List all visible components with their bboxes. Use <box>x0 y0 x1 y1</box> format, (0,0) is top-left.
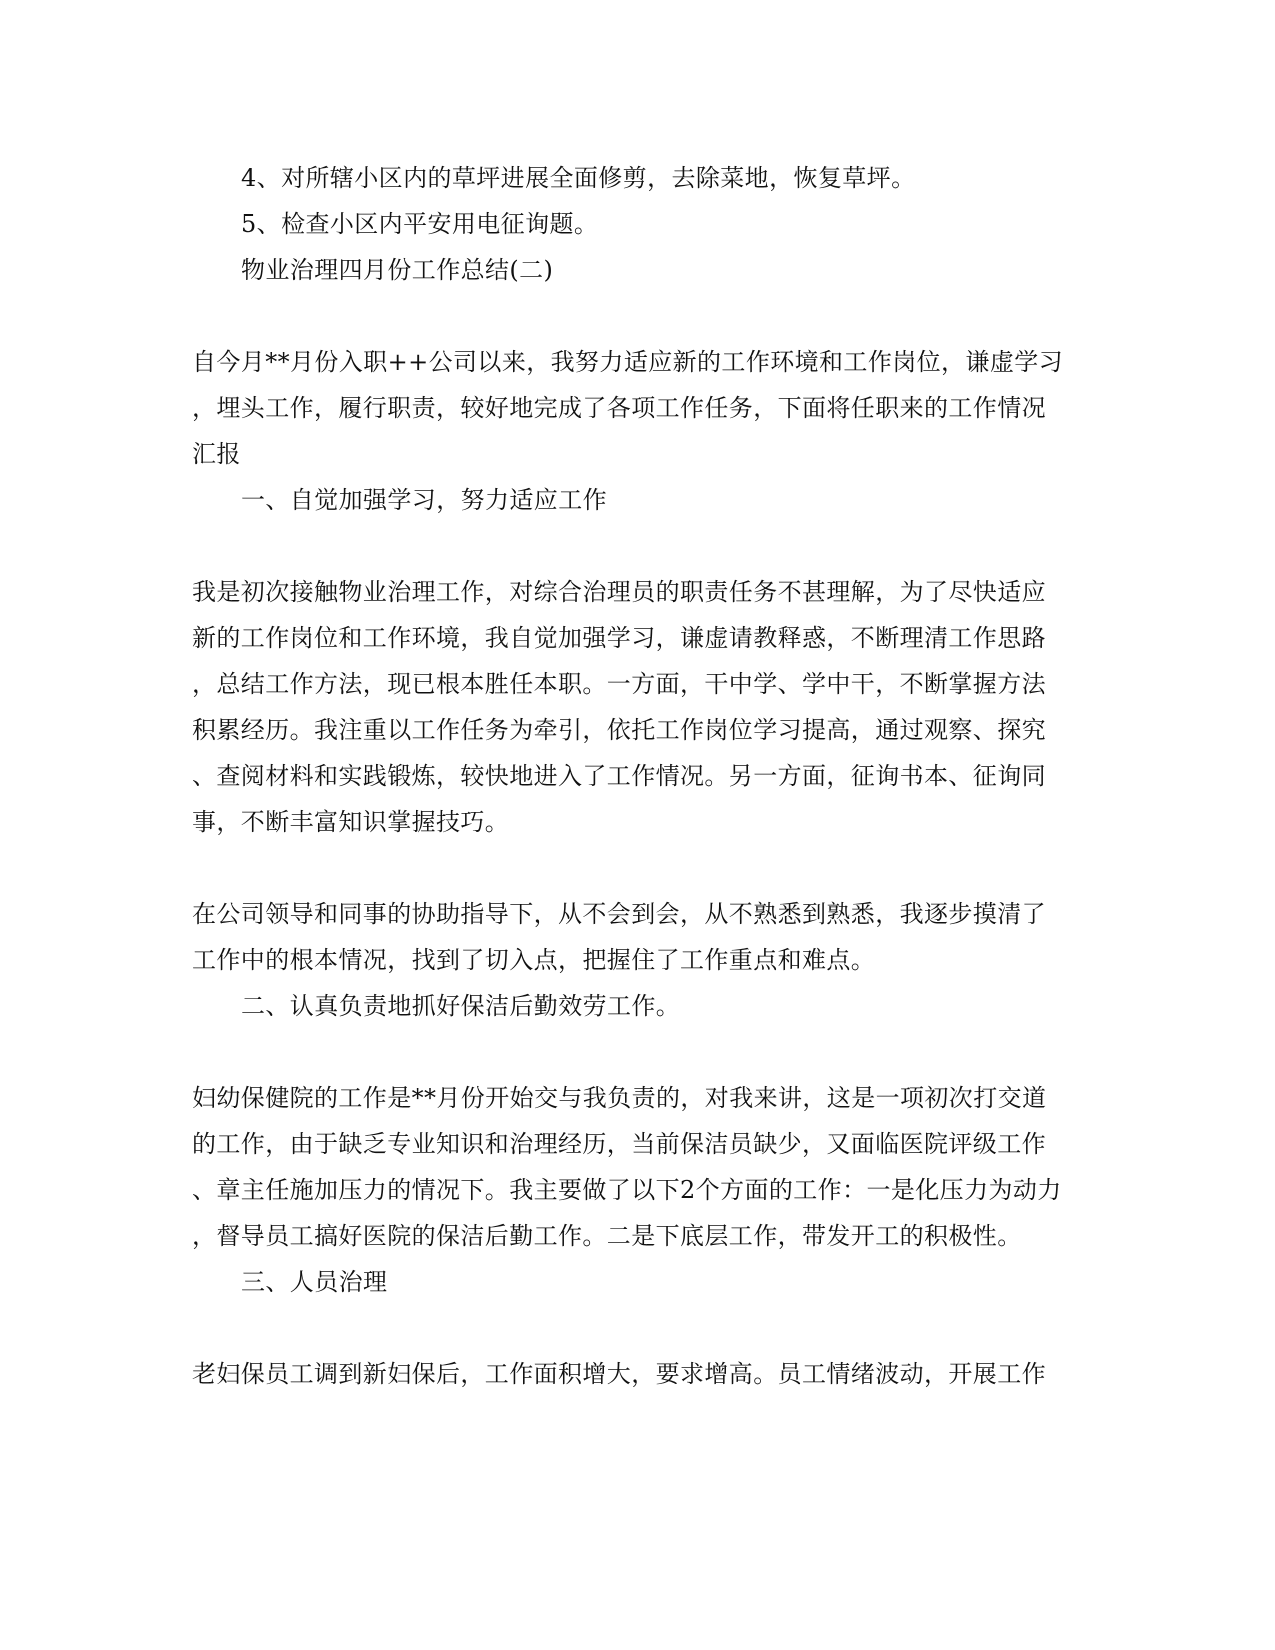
paragraph-study-line-6: 事，不断丰富知识掌握技巧。 <box>192 808 510 836</box>
paragraph-study-line-3: ，总结工作方法，现已根本胜任本职。一方面，干中学、学中干，不断掌握方法 <box>192 670 1046 698</box>
paragraph-intro-line-1: 自今月**月份入职++公司以来，我努力适应新的工作环境和工作岗位，谦虚学习 <box>192 348 1064 376</box>
section-heading-1: 一、自觉加强学习，努力适应工作 <box>241 486 607 514</box>
paragraph-study-line-1: 我是初次接触物业治理工作，对综合治理员的职责任务不甚理解，为了尽快适应 <box>192 578 1046 606</box>
paragraph-cleaning-line-4: ，督导员工搞好医院的保洁后勤工作。二是下底层工作，带发开工的积极性。 <box>192 1222 1022 1250</box>
paragraph-study-line-4: 积累经历。我注重以工作任务为牵引，依托工作岗位学习提高，通过观察、探究 <box>192 716 1046 744</box>
list-item-4: 4、对所辖小区内的草坪进展全面修剪，去除菜地，恢复草坪。 <box>241 164 916 192</box>
paragraph-study-line-2: 新的工作岗位和工作环境，我自觉加强学习，谦虚请教释惑，不断理清工作思路 <box>192 624 1046 652</box>
paragraph-study-line-5: 、查阅材料和实践锻炼，较快地进入了工作情况。另一方面，征询书本、征询同 <box>192 762 1046 790</box>
paragraph-intro-line-3: 汇报 <box>192 440 241 468</box>
section-heading-2: 二、认真负责地抓好保洁后勤效劳工作。 <box>241 992 681 1020</box>
list-item-5: 5、检查小区内平安用电征询题。 <box>241 210 599 238</box>
paragraph-cleaning-line-3: 、章主任施加压力的情况下。我主要做了以下2个方面的工作：一是化压力为动力 <box>192 1176 1062 1204</box>
document-title: 物业治理四月份工作总结(二) <box>241 256 554 284</box>
paragraph-cleaning-line-2: 的工作，由于缺乏专业知识和治理经历，当前保洁员缺少，又面临医院评级工作 <box>192 1130 1046 1158</box>
paragraph-intro-line-2: ，埋头工作，履行职责，较好地完成了各项工作任务，下面将任职来的工作情况 <box>192 394 1046 422</box>
paragraph-guidance-line-1: 在公司领导和同事的协助指导下，从不会到会，从不熟悉到熟悉，我逐步摸清了 <box>192 900 1046 928</box>
paragraph-staff-line-1: 老妇保员工调到新妇保后，工作面积增大，要求增高。员工情绪波动，开展工作 <box>192 1360 1046 1388</box>
section-heading-3: 三、人员治理 <box>241 1268 388 1296</box>
paragraph-guidance-line-2: 工作中的根本情况，找到了切入点，把握住了工作重点和难点。 <box>192 946 876 974</box>
paragraph-cleaning-line-1: 妇幼保健院的工作是**月份开始交与我负责的，对我来讲，这是一项初次打交道 <box>192 1084 1047 1112</box>
